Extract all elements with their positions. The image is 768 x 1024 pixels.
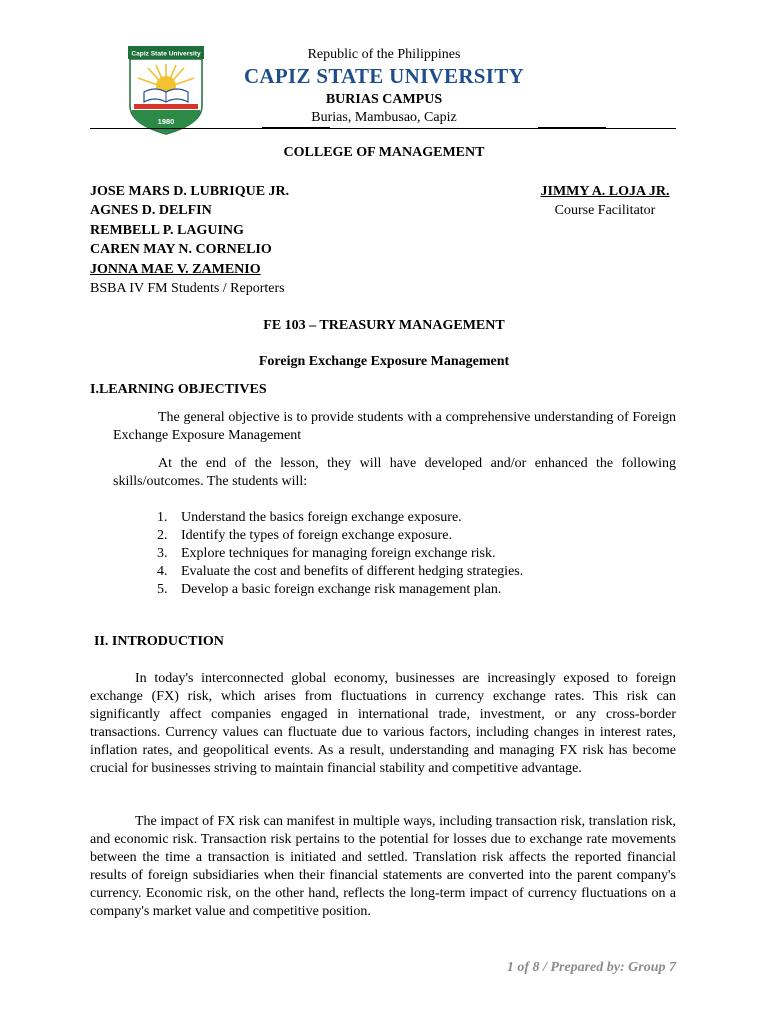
list-item-number: 2. [157, 528, 168, 543]
list-item-text: Evaluate the cost and benefits of different hedging strategies. [181, 564, 524, 579]
course-title: FE 103 – TREASURY MANAGEMENT [263, 318, 505, 333]
section-heading-introduction: II. INTRODUCTION [94, 634, 224, 649]
logo-year: 1980 [157, 117, 175, 126]
student-name: JOSE MARS D. LUBRIQUE JR. [90, 184, 290, 199]
page-footer: 1 of 8 / Prepared by: Group 7 [506, 960, 676, 975]
republic-line: Republic of the Philippines [307, 47, 461, 62]
header-divider-accent [538, 127, 606, 128]
list-item-text: Identify the types of foreign exchange exposure. [181, 528, 452, 543]
logo-banner-text: Capiz State University [131, 50, 201, 58]
list-item-number: 3. [157, 546, 168, 561]
list-item-number: 4. [157, 564, 168, 579]
campus-address: Burias, Mambusao, Capiz [311, 110, 457, 125]
list-item-text: Develop a basic foreign exchange risk management plan. [181, 582, 502, 597]
college-name: COLLEGE OF MANAGEMENT [283, 145, 485, 160]
list-item-text: Explore techniques for managing foreign exchange risk. [181, 546, 496, 561]
list-item-text: Understand the basics foreign exchange exposure. [181, 510, 462, 525]
section-heading-learning-objectives: I.LEARNING OBJECTIVES [90, 382, 267, 397]
list-item [157, 563, 523, 581]
course-facilitator-block [520, 182, 690, 221]
student-name: REMBELL P. LAGUING [90, 222, 244, 238]
facilitator-role: Course Facilitator [554, 203, 656, 219]
student-name: CAREN MAY N. CORNELIO [90, 242, 272, 258]
introduction-paragraph [90, 670, 676, 778]
introduction-paragraph [90, 813, 676, 921]
list-item [157, 581, 523, 599]
student-name: JONNA MAE V. ZAMENIO [90, 261, 261, 277]
paragraph-text: The general objective is to provide students with a comprehensive understanding of Foreign Exchange Exposure Management [113, 410, 676, 443]
campus-name: BURIAS CAMPUS [325, 92, 443, 107]
student-name: AGNES D. DELFIN [90, 203, 212, 219]
list-item [157, 509, 523, 527]
topic-title: Foreign Exchange Exposure Management [258, 354, 510, 369]
paragraph-text: The impact of FX risk can manifest in multiple ways, including transaction risk, translation risk, and economic risk. Transaction risk pertains to the potential for losses due to exchange rate movements between the time a transaction is initiated and settled. Translation risk affects the reported financial results of foreign subsidiaries when their financial statements are converted into the parent company's currency. Economic risk, on the other hand, reflects the long-term impact of currency fluctuations on a company's market value and competitive position. [90, 814, 676, 919]
student-reporters-block [90, 182, 289, 298]
header-divider [90, 128, 676, 129]
list-item [157, 545, 523, 563]
objectives-paragraph [113, 409, 676, 445]
list-item-number: 5. [157, 582, 168, 597]
objectives-list [157, 509, 523, 599]
list-item [157, 527, 523, 545]
outcomes-paragraph [113, 455, 676, 491]
header-divider-accent [262, 127, 330, 128]
list-item-number: 1. [157, 510, 168, 525]
university-name: CAPIZ STATE UNIVERSITY [243, 64, 525, 88]
paragraph-text: In today's interconnected global economy, businesses are increasingly exposed to foreign exchange (FX) risk, which arises from fluctuations in currency exchange rates. This risk can significantly affect companies engaged in international trade, investment, or any cross-border transactions. Currency values can fluctuate due to various factors, including changes in interest rates, inflation rates, and geopolitical events. As a result, understanding and managing FX risk has become crucial for businesses striving to maintain financial stability and competitive advantage. [90, 671, 676, 776]
student-role: BSBA IV FM Students / Reporters [90, 281, 285, 297]
facilitator-name: JIMMY A. LOJA JR. [540, 184, 670, 199]
paragraph-text: At the end of the lesson, they will have developed and/or enhanced the following skills/outcomes. The students will: [113, 456, 676, 489]
